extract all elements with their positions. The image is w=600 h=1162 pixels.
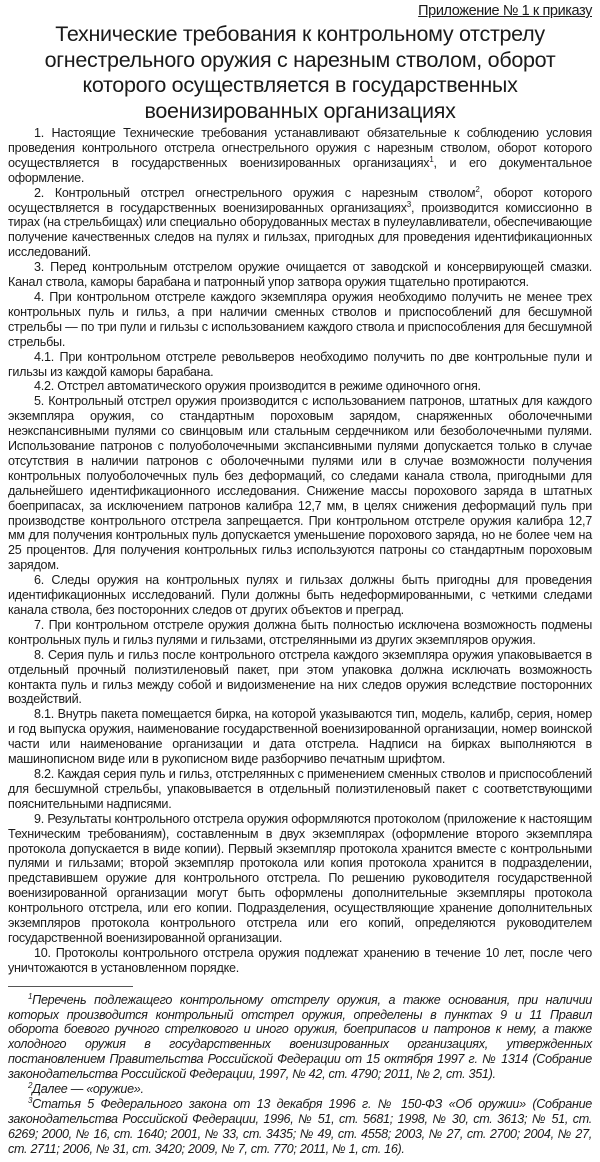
paragraph-1-text-a: 1. Настоящие Технические требования устанавливают обязательные к соблюдению условия проведения контрольного отстрела огнестрельного оружия с нарезным стволом, оборот которого осуществляется в государственных военизированных организациях [8, 126, 592, 170]
footnote-ref-2[interactable]: 2 [475, 184, 480, 194]
footnote-2-text: Далее — «оружие». [32, 1082, 144, 1097]
paragraph-8: 8. Серия пуль и гильз после контрольного отстрела каждого экземпляра оружия упаковывается в отдельный прочный полиэтиленовый пакет, при этом упаковка должна исключать возможность контакта пуль и гильз между собой и видоизменение на них следов оружия вследствие посторонних воздействий. [8, 647, 592, 707]
paragraph-2 [8, 186, 592, 261]
paragraph-4: 4. При контрольном отстреле каждого экземпляра оружия необходимо получить не менее трех контрольных пуль и гильз, а при наличии сменных стволов и приспособлений для бесшумной стрельбы — по три пули и гильзы с использованием каждого ствола и приспособления для бесшумной стрельбы. [8, 289, 592, 349]
paragraph-2-text-a: 2. Контрольный отстрел огнестрельного оружия с нарезным стволом [34, 185, 476, 200]
document-body [8, 126, 592, 976]
paragraph-5: 5. Контрольный отстрел оружия производится с использованием патронов, штатных для каждого экземпляра оружия, со стандартным пороховым зарядом, снаряженных оболочечными неэкспансивными пулями со свинцовым или стальным сердечником или безоболочечными пулями. Использование патронов с полуоболочечными экспансивными пулями допускается только в случае отсутствия в наличии патронов с оболочечными пулями или в случае возможности получения контрольных полуоболочечных пуль без деформаций, со следами канала ствола, пригодными для дальнейшего идентификационного исследования. Снижение массы порохового заряда в штатных боеприпасах, за исключением патронов калибра 12,7 мм, в целях снижения деформаций пуль при производстве контрольного отстрела запрещается. При контрольном отстреле оружия калибра 12,7 мм для получения контрольных пуль допускается уменьшение порохового заряда, но не более чем на 25 процентов. Для получения контрольных гильз используются патроны со стандартным пороховым зарядом. [8, 394, 592, 573]
footnote-divider [8, 986, 133, 987]
footnote-3-marker: 3 [28, 1095, 33, 1105]
paragraph-3: 3. Перед контрольным отстрелом оружие очищается от заводской и консервирующей смазки. Канал ствола, каморы барабана и патронный упор затвора оружия тщательно протираются. [8, 260, 592, 290]
paragraph-10: 10. Протоколы контрольного отстрела оружия подлежат хранению в течение 10 лет, после чего уничтожаются в установленном порядке. [8, 945, 592, 975]
paragraph-2-text-c: , производится комиссионно в тирах (на стрельбищах) или специально оборудованных местах в пулеулавливатели, обеспечивающие получение качественных следов на пулях и гильзах, пригодных для проведения идентификационных исследований. [8, 200, 592, 260]
footnote-1-text: Перечень подлежащего контрольному отстрелу оружия, а также основания, при наличии которых производится контрольный отстрел оружия, определены в пунктах 9 и 11 Правил оборота боевого ручного стрелкового и иного оружия, боеприпасов и патронов к нему, а также холодного оружия в государственных военизированных организациях, утвержденных постановлением Правительства Российской Федерации от 15 октября 1997 г. № 1314 (Собрание законодательства Российской Федерации, 1997, № 42, ст. 4790; 2011, № 2, ст. 351). [8, 992, 592, 1082]
appendix-reference: Приложение № 1 к приказу [418, 3, 592, 19]
footnote-2 [8, 1082, 592, 1097]
footnote-1 [8, 993, 592, 1082]
paragraph-8-2: 8.2. Каждая серия пуль и гильз, отстрелянных с применением сменных стволов и приспособлений для бесшумной стрельбы, упаковывается в отдельный полиэтиленовый пакет с соответствующими пояснительными надписями. [8, 766, 592, 811]
document-title: Технические требования к контрольному отстрелу огнестрельного оружия с нарезным стволом, оборот которого осуществляется в государственных военизированных организациях [44, 22, 556, 123]
paragraph-4-2: 4.2. Отстрел автоматического оружия производится в режиме одиночного огня. [34, 379, 481, 394]
footnote-1-marker: 1 [28, 991, 33, 1001]
footnote-ref-1[interactable]: 1 [429, 154, 434, 164]
footnotes [8, 993, 592, 1157]
paragraph-8-1: 8.1. Внутрь пакета помещается бирка, на которой указываются тип, модель, калибр, серия, номер и год выпуска оружия, наименование государственной военизированной организации, номер воинской части или наименование организации и дата отстрела. Надписи на бирках выполняются в машинописном виде или в рукописном виде разборчиво печатным шрифтом. [8, 707, 592, 767]
footnote-2-marker: 2 [28, 1080, 33, 1090]
paragraph-1-text-b: , и его документальное оформление. [8, 155, 592, 185]
footnote-ref-3[interactable]: 3 [406, 199, 411, 209]
footnote-3-text: Статья 5 Федерального закона от 13 декабря 1996 г. № 150-ФЗ «Об оружии» (Собрание законодательства Российской Федерации, 1996, № 51, ст. 5681; 1998, № 30, ст. 3613; № 51, ст. 6269; 2000, № 16, ст. 1640; 2001, № 33, ст. 3435; № 49, ст. 4558; 2003, № 27, ст. 2700; 2004, № 27, ст. 2711; 2006, № 31, ст. 3420; 2009, № 7, ст. 770; 2011, № 1, ст. 16). [8, 1097, 592, 1156]
paragraph-7: 7. При контрольном отстреле оружия должна быть полностью исключена возможность подмены контрольных пуль и гильз пулями и гильзами, отстрелянными из других экземпляров оружия. [8, 617, 592, 647]
paragraph-9: 9. Результаты контрольного отстрела оружия оформляются протоколом (приложение к настоящим Техническим требованиям), составленным в двух экземплярах (оформление второго экземпляра протокола допускается в виде копии). Первый экземпляр протокола хранится вместе с контрольными пулями и гильзами; второй экземпляр протокола или копия протокола хранится в подразделении, представившем оружие для контрольного отстрела. По решению руководителя государственной военизированной организации могут быть оформлены дополнительные экземпляры протокола контрольного отстрела, или его копии. Подразделения, осуществляющие хранение дополнительных экземпляров протокола контрольного отстрела или его копий, определяются руководителем государственной военизированной организации. [8, 811, 592, 945]
paragraph-6: 6. Следы оружия на контрольных пулях и гильзах должны быть пригодны для проведения идентификационных исследований. Пули должны быть недеформированными, с четкими следами канала ствола, без посторонних следов от других объектов и преград. [8, 573, 592, 617]
paragraph-2-text-b: , оборот которого осуществляется в государственных военизированных организациях [8, 185, 592, 215]
footnote-3 [8, 1097, 592, 1157]
paragraph-4-1: 4.1. При контрольном отстреле револьверов необходимо получить по две контрольные пули и гильзы из каждой каморы барабана. [8, 349, 592, 379]
paragraph-1 [8, 126, 592, 186]
